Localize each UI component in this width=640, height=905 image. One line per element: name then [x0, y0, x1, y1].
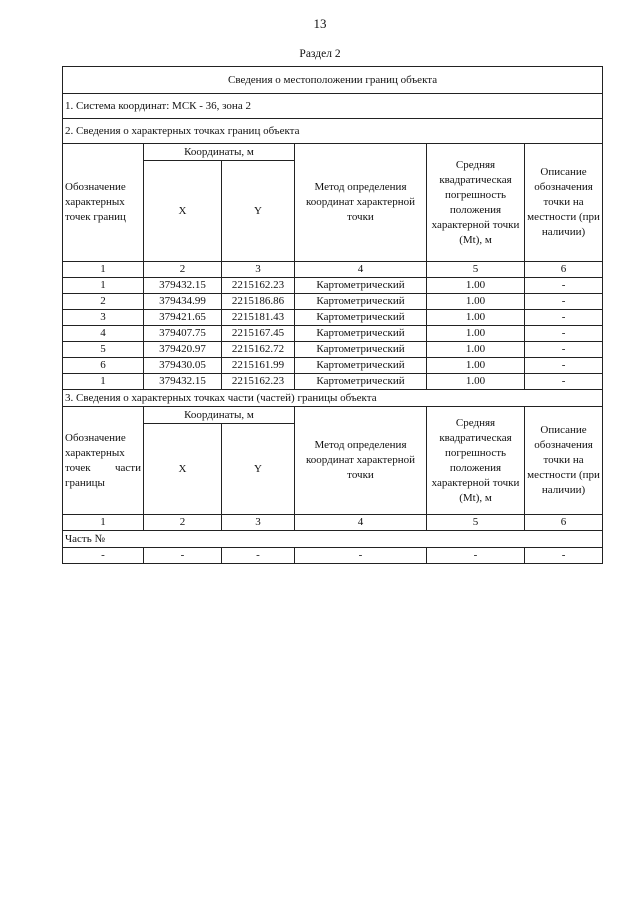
point-desc: - — [525, 342, 603, 358]
page-number: 13 — [313, 16, 327, 31]
header3-method: Метод определения координат характерной точки — [295, 407, 427, 515]
header3-description: Описание обозначения точки на местности (при наличии) — [525, 407, 603, 515]
point-method: Картометрический — [295, 358, 427, 374]
column-number: 2 — [144, 262, 222, 278]
section2-title: 2. Сведения о характерных точках границ объекта — [63, 119, 603, 144]
coord-system-row — [63, 94, 603, 119]
header3-error: Средняя квадратическая погрешность положения характерной точки (Mt), м — [427, 407, 525, 515]
part-row — [63, 548, 603, 564]
point-desc: - — [525, 358, 603, 374]
point-method: Картометрический — [295, 342, 427, 358]
point-desc: - — [525, 310, 603, 326]
section-title: Раздел 2 — [299, 48, 341, 60]
column-number: 3 — [222, 262, 295, 278]
point-id: 1 — [63, 374, 144, 390]
column-number: 6 — [525, 515, 603, 531]
point-id: 1 — [63, 278, 144, 294]
part-cell: - — [222, 548, 295, 564]
point-desc: - — [525, 294, 603, 310]
table-row — [63, 294, 603, 310]
section3-title: 3. Сведения о характерных точках части (частей) границы объекта — [63, 390, 603, 407]
part-cell: - — [144, 548, 222, 564]
column-number: 5 — [427, 262, 525, 278]
table-row — [63, 358, 603, 374]
part-cell: - — [427, 548, 525, 564]
point-method: Картометрический — [295, 294, 427, 310]
column-number: 1 — [63, 515, 144, 531]
table-row — [63, 278, 603, 294]
point-y: 2215167.45 — [222, 326, 295, 342]
header-designation: Обозначение характерных точек границ — [63, 144, 144, 262]
column-number: 1 — [63, 262, 144, 278]
section2-row — [63, 119, 603, 144]
header-y: Y — [222, 161, 295, 262]
point-x: 379421.65 — [144, 310, 222, 326]
point-x: 379430.05 — [144, 358, 222, 374]
table-title: Сведения о местоположении границ объекта — [63, 67, 603, 94]
table-row — [63, 374, 603, 390]
table-title-row — [63, 67, 603, 94]
header-description: Описание обозначения точки на местности (при наличии) — [525, 144, 603, 262]
column-number: 5 — [427, 515, 525, 531]
header3-designation: Обозначение характерных точек части границы — [63, 407, 144, 515]
header-x: X — [144, 161, 222, 262]
column-number: 3 — [222, 515, 295, 531]
part-cell: - — [63, 548, 144, 564]
header3-row-1 — [63, 407, 603, 424]
point-id: 4 — [63, 326, 144, 342]
boundary-table — [62, 66, 603, 564]
point-error: 1.00 — [427, 342, 525, 358]
header3-y: Y — [222, 424, 295, 515]
section3-row — [63, 390, 603, 407]
point-x: 379407.75 — [144, 326, 222, 342]
point-method: Картометрический — [295, 310, 427, 326]
header3-x: X — [144, 424, 222, 515]
column-numbers3-row — [63, 515, 603, 531]
point-y: 2215161.99 — [222, 358, 295, 374]
column-number: 2 — [144, 515, 222, 531]
point-y: 2215186.86 — [222, 294, 295, 310]
point-id: 2 — [63, 294, 144, 310]
point-desc: - — [525, 326, 603, 342]
header-error: Средняя квадратическая погрешность положения характерной точки (Mt), м — [427, 144, 525, 262]
table-row — [63, 342, 603, 358]
table-row — [63, 326, 603, 342]
point-error: 1.00 — [427, 294, 525, 310]
column-number: 4 — [295, 515, 427, 531]
part-label-row — [63, 531, 603, 548]
point-error: 1.00 — [427, 358, 525, 374]
point-x: 379432.15 — [144, 278, 222, 294]
part-cell: - — [295, 548, 427, 564]
column-number: 6 — [525, 262, 603, 278]
point-error: 1.00 — [427, 374, 525, 390]
header-coords: Координаты, м — [144, 144, 295, 161]
coord-system: 1. Система координат: МСК - 36, зона 2 — [63, 94, 603, 119]
header-row-1 — [63, 144, 603, 161]
point-method: Картометрический — [295, 326, 427, 342]
header-method: Метод определения координат характерной точки — [295, 144, 427, 262]
table-row — [63, 310, 603, 326]
point-desc: - — [525, 374, 603, 390]
point-y: 2215181.43 — [222, 310, 295, 326]
point-id: 5 — [63, 342, 144, 358]
part-label: Часть № — [63, 531, 603, 548]
point-error: 1.00 — [427, 278, 525, 294]
column-number: 4 — [295, 262, 427, 278]
point-y: 2215162.23 — [222, 374, 295, 390]
point-error: 1.00 — [427, 310, 525, 326]
point-y: 2215162.23 — [222, 278, 295, 294]
point-x: 379432.15 — [144, 374, 222, 390]
point-error: 1.00 — [427, 326, 525, 342]
point-y: 2215162.72 — [222, 342, 295, 358]
point-desc: - — [525, 278, 603, 294]
point-id: 6 — [63, 358, 144, 374]
column-numbers-row — [63, 262, 603, 278]
point-method: Картометрический — [295, 278, 427, 294]
point-id: 3 — [63, 310, 144, 326]
point-method: Картометрический — [295, 374, 427, 390]
part-cell: - — [525, 548, 603, 564]
point-x: 379420.97 — [144, 342, 222, 358]
point-x: 379434.99 — [144, 294, 222, 310]
header3-coords: Координаты, м — [144, 407, 295, 424]
